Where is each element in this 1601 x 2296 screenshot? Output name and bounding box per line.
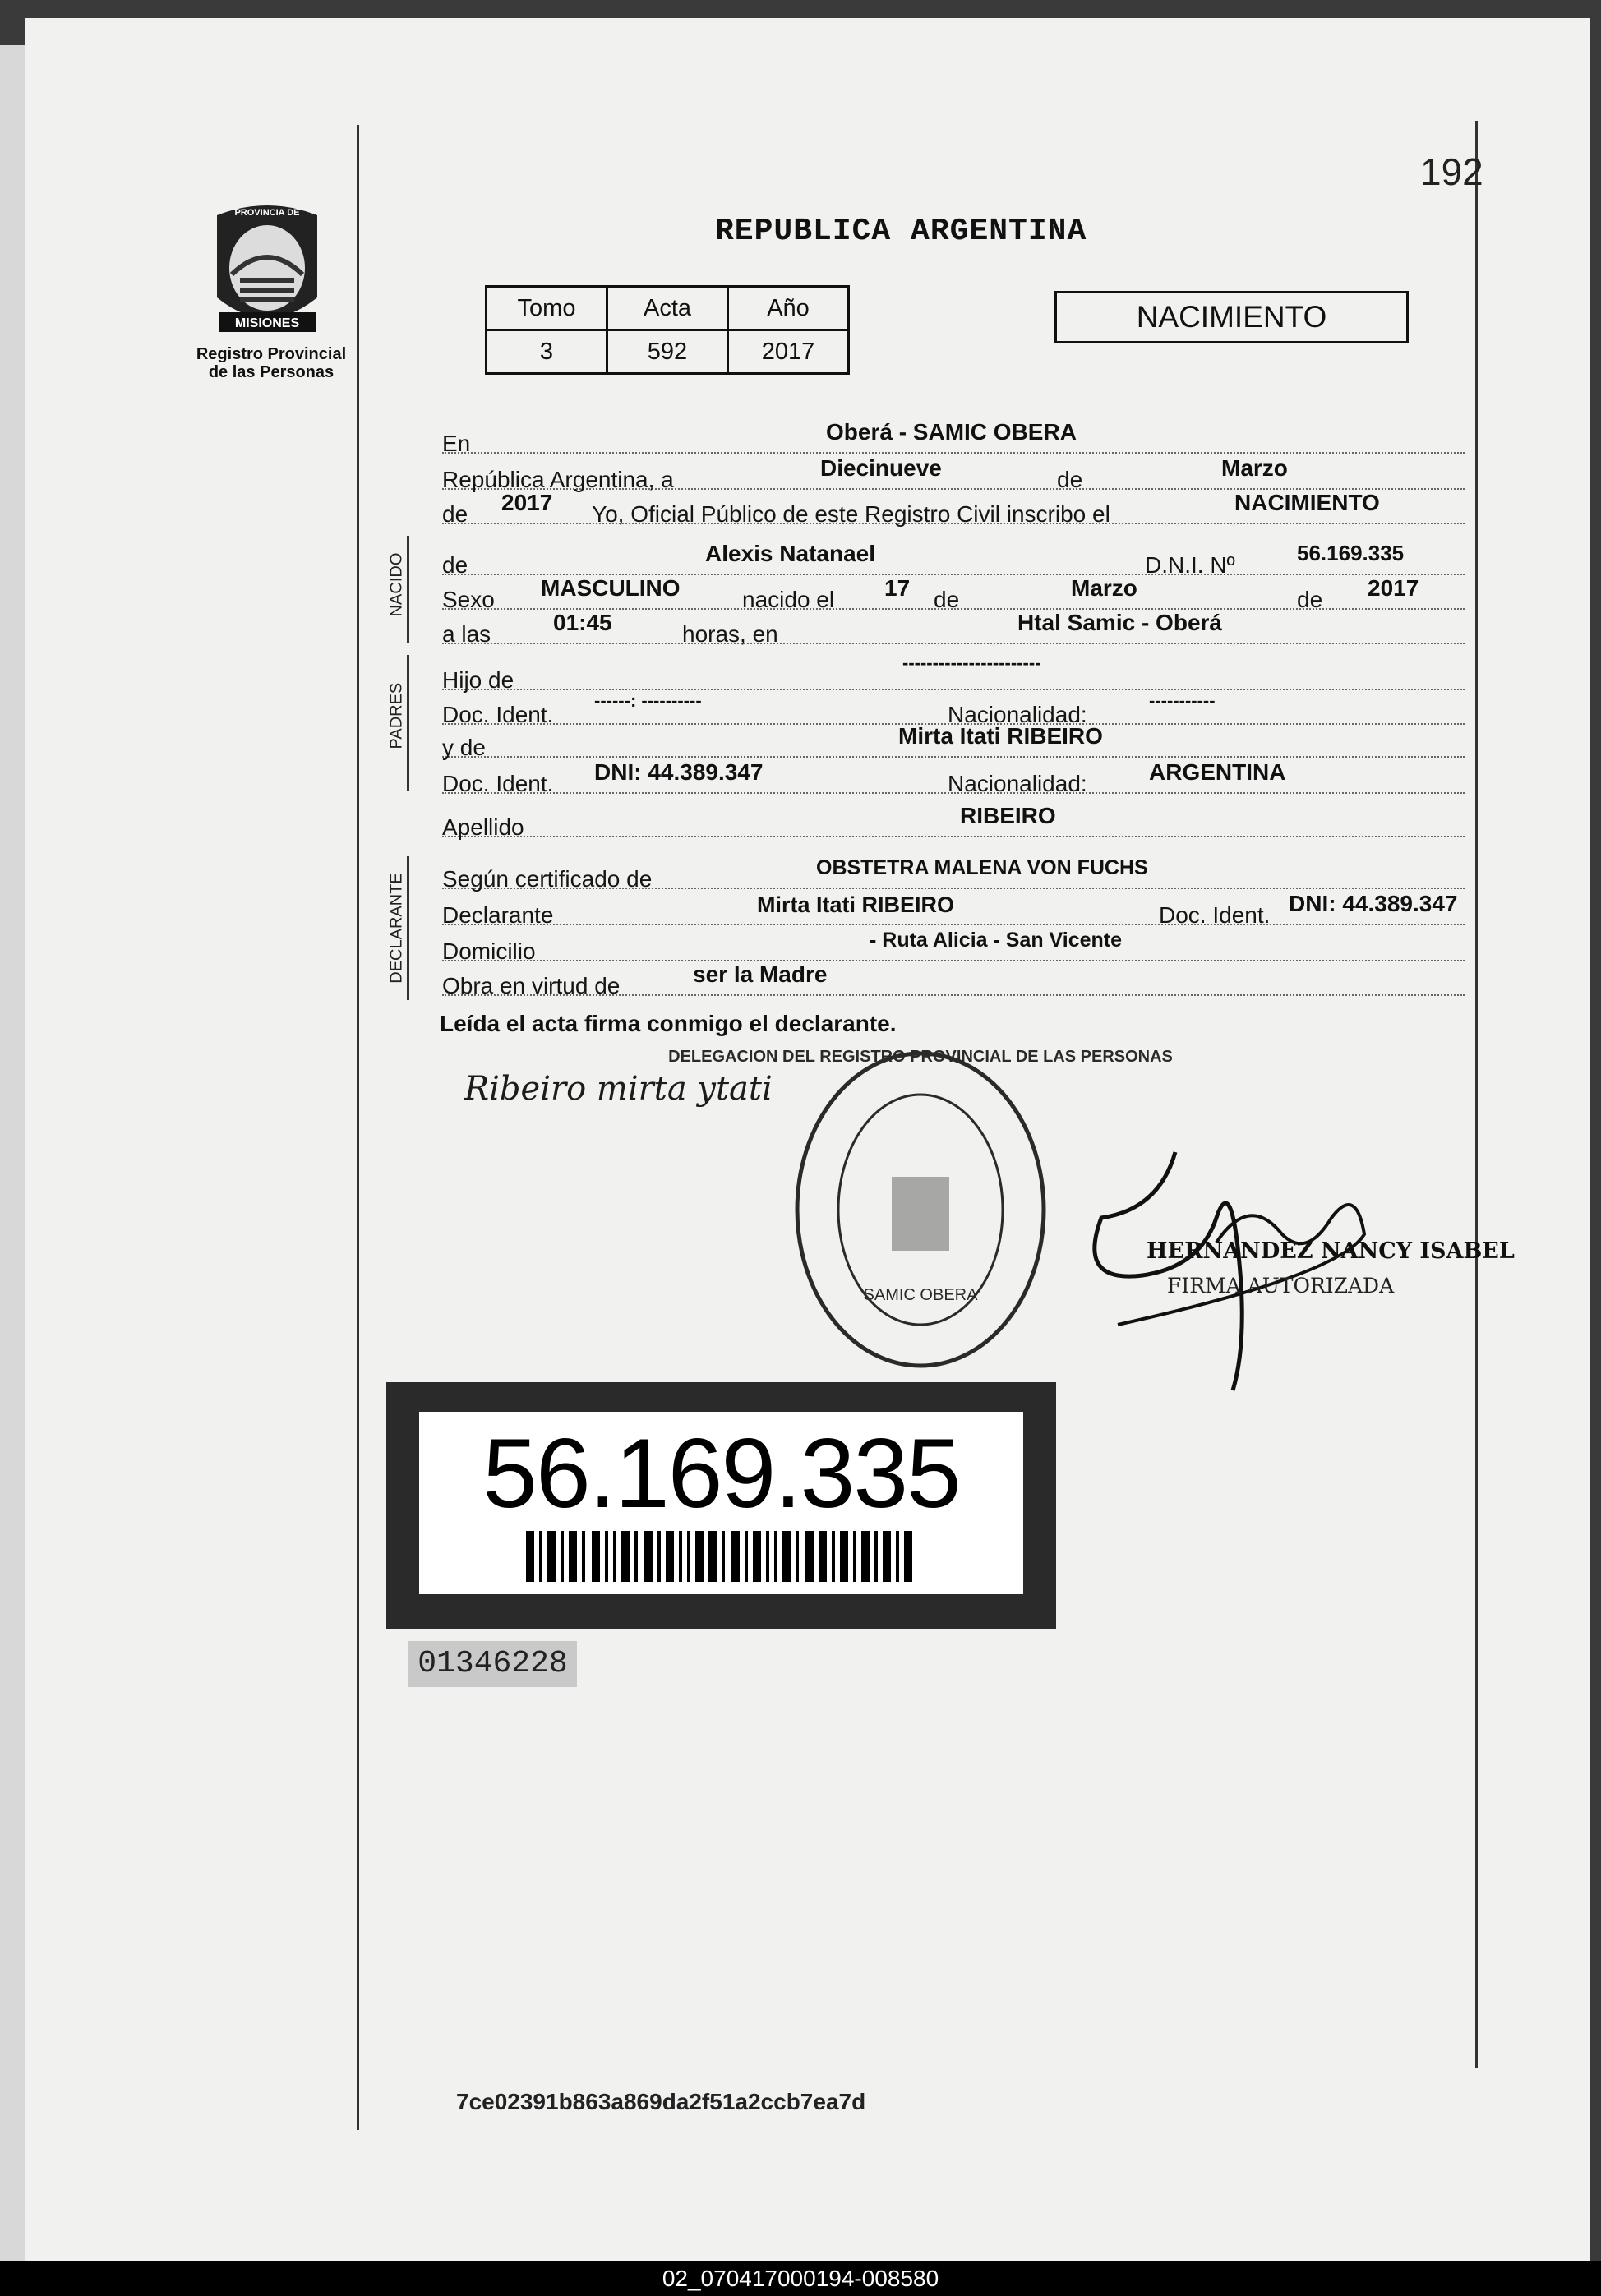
label-y-de: y de [442, 735, 486, 760]
scan-filename: 02_070417000194-008580 [0, 2261, 1601, 2296]
value-anio: 2017 [501, 490, 553, 515]
value-obra: ser la Madre [693, 961, 828, 987]
logo-caption [181, 345, 362, 381]
act-type-box: NACIMIENTO [1054, 291, 1409, 343]
stamp-center-text: SAMIC OBERA [863, 1286, 978, 1304]
row-hora [442, 610, 1465, 647]
document-hash: 7ce02391b863a869da2f51a2ccb7ea7d [456, 2089, 866, 2114]
row-sexo [442, 575, 1465, 610]
register-header-acta: Acta [607, 287, 728, 330]
padres-bracket [407, 655, 409, 791]
logo-caption-line2: de las Personas [208, 363, 335, 381]
register-header-tomo: Tomo [487, 287, 607, 330]
dni-label-number: 56.169.335 [482, 1418, 960, 1528]
row-certificado [442, 855, 1465, 892]
value-domicilio: - Ruta Alicia - San Vicente [870, 929, 1123, 952]
dni-label-sticker [386, 1382, 1056, 1629]
barcode [526, 1531, 920, 1582]
label-sexo: Sexo [442, 587, 495, 612]
label-apellido: Apellido [442, 814, 524, 840]
row-obra [442, 961, 1465, 996]
value-dia-nac: 17 [884, 575, 911, 601]
value-padre: ----------------------- [902, 652, 1041, 673]
value-dni: 56.169.335 [1297, 541, 1405, 565]
official-caption: FIRMA AUTORIZADA [1167, 1274, 1395, 1298]
register-header-anio: Año [728, 287, 849, 330]
label-de-dia: de [934, 587, 960, 612]
register-table [485, 285, 850, 375]
label-obra: Obra en virtud de [442, 973, 621, 998]
label-dni: D.N.I. Nº [1145, 552, 1235, 578]
value-lugar: Oberá - SAMIC OBERA [826, 419, 1077, 445]
left-margin-line [357, 125, 359, 2130]
label-nacionalidad1: Nacionalidad: [948, 702, 1087, 727]
label-horas-en: horas, en [682, 621, 778, 647]
row-declarante [442, 891, 1465, 928]
value-madre-doc: DNI: 44.389.347 [594, 759, 764, 785]
row-anio [442, 490, 1465, 527]
value-mes: Marzo [1221, 455, 1288, 481]
stamp-ring-text: DELEGACION DEL REGISTRO PROVINCIAL DE LAS PERSONAS [668, 1048, 1173, 1066]
value-madre-nac: ARGENTINA [1149, 759, 1286, 785]
row-republica [442, 455, 1465, 490]
value-certificado: OBSTETRA MALENA VON FUCHS [816, 856, 1148, 879]
label-republica: República Argentina, a [442, 467, 674, 492]
registry-stamp [668, 1037, 1173, 1382]
misiones-logo [207, 199, 327, 335]
serial-sticker: 01346228 [408, 1641, 577, 1687]
page-number: 192 [1420, 150, 1483, 193]
register-header-row [487, 287, 849, 330]
register-value-row [487, 330, 849, 374]
row-domicilio [442, 927, 1465, 964]
register-value-acta: 592 [607, 330, 728, 374]
value-tipo: NACIMIENTO [1234, 490, 1380, 515]
row-hijo-de [442, 652, 1465, 693]
section-declarante: DECLARANTE [387, 873, 406, 984]
value-padre-doc: ------: ---------- [594, 690, 702, 711]
value-declarante: Mirta Itati RIBEIRO [757, 892, 955, 917]
label-doc-ident1: Doc. Ident. [442, 702, 554, 727]
closing-statement: Leída el acta firma conmigo el declarante. [440, 1011, 897, 1036]
label-de-nombre: de [442, 552, 468, 578]
value-anio-nac: 2017 [1368, 575, 1419, 601]
document-page [25, 18, 1590, 2261]
section-padres: PADRES [387, 682, 406, 749]
row-apellido [442, 803, 1465, 840]
label-doc-ident3: Doc. Ident. [1159, 902, 1271, 928]
row-doc-padre [442, 690, 1465, 725]
label-declarante: Declarante [442, 902, 554, 928]
label-nacionalidad2: Nacionalidad: [948, 771, 1087, 796]
right-margin-line [1475, 121, 1478, 2068]
value-dia-letras: Diecinueve [820, 455, 942, 481]
value-madre: Mirta Itati RIBEIRO [898, 723, 1103, 749]
label-doc-ident2: Doc. Ident. [442, 771, 554, 796]
row-y-de [442, 723, 1465, 758]
value-padre-nac: ----------- [1149, 690, 1216, 711]
label-nacido-el: nacido el [742, 587, 835, 612]
register-value-anio: 2017 [728, 330, 849, 374]
declarante-bracket [407, 856, 409, 1000]
value-apellido: RIBEIRO [960, 803, 1056, 828]
value-mes-nac: Marzo [1071, 575, 1137, 601]
label-de-mes: de [1057, 467, 1083, 492]
row-nombre [442, 541, 1465, 578]
label-a-las: a las [442, 621, 491, 647]
declarant-signature: Ribeiro mirta ytati [464, 1070, 773, 1108]
label-yo-oficial: Yo, Oficial Público de este Registro Civil inscribo el [592, 501, 1110, 527]
value-declarante-doc: DNI: 44.389.347 [1289, 891, 1458, 916]
value-nombre: Alexis Natanael [705, 541, 875, 566]
label-de-year2: de [1297, 587, 1323, 612]
label-de-anio: de [442, 501, 468, 527]
dni-label-panel [419, 1412, 1023, 1594]
register-value-tomo: 3 [487, 330, 607, 374]
row-doc-madre [442, 759, 1465, 794]
logo-ring-text: PROVINCIA DE [234, 208, 300, 218]
logo-caption-line1: Registro Provincial [196, 345, 347, 363]
label-segun-certificado: Según certificado de [442, 866, 653, 892]
logo-banner-text: MISIONES [234, 316, 300, 330]
official-name: HERNANDEZ NANCY ISABEL [1147, 1238, 1515, 1264]
document-title: REPUBLICA ARGENTINA [715, 214, 1087, 249]
label-en: En [442, 431, 471, 456]
value-hora: 01:45 [553, 610, 612, 635]
nacido-bracket [407, 536, 409, 643]
section-nacido: NACIDO [387, 552, 406, 617]
row-en [442, 419, 1465, 454]
value-lugar-nac: Htal Samic - Oberá [1017, 610, 1222, 635]
value-sexo: MASCULINO [541, 575, 681, 601]
label-hijo-de: Hijo de [442, 667, 514, 693]
label-domicilio: Domicilio [442, 938, 536, 964]
